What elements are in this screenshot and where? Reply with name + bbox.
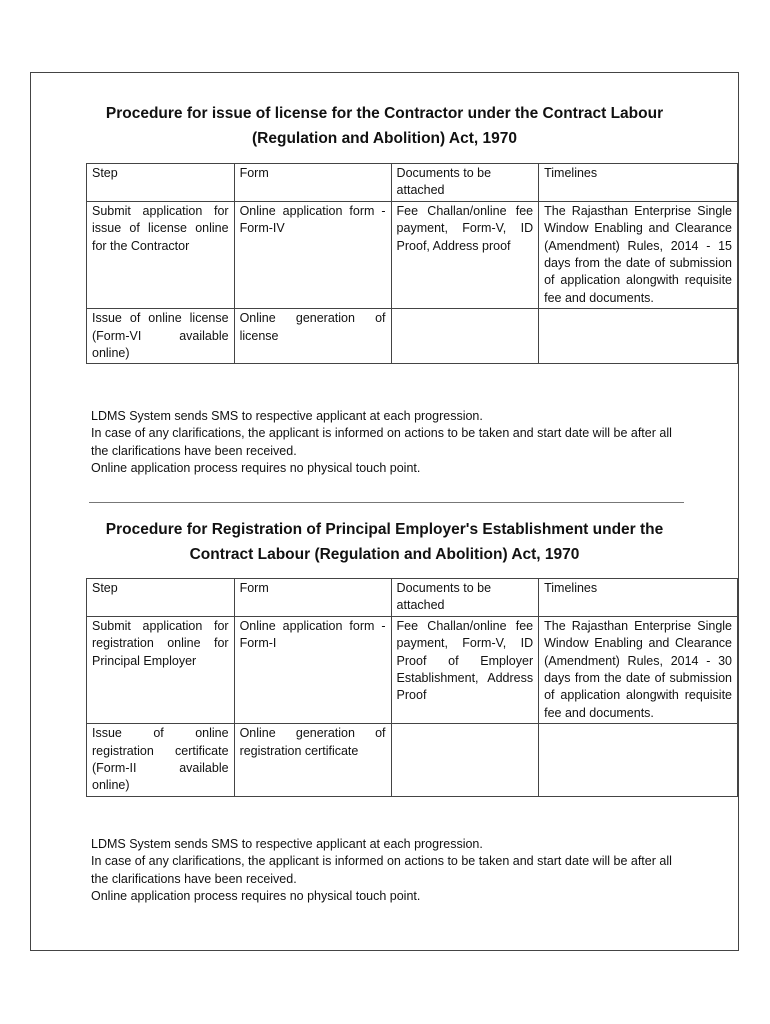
cell-documents: Fee Challan/online fee payment, Form-V, ID Proof of Employer Establishment, Address Proof xyxy=(391,616,539,723)
cell-step: Submit application for registration online for Principal Employer xyxy=(87,616,235,723)
cell-step: Issue of online registration certificate (Form-II available online) xyxy=(87,724,235,797)
cell-form: Online generation of license xyxy=(234,309,391,364)
section-title xyxy=(31,101,738,151)
title-line-1: Procedure for issue of license for the Contractor under the Contract Labour xyxy=(105,105,664,122)
cell-timelines: The Rajasthan Enterprise Single Window Enabling and Clearance (Amendment) Rules, 2014 - 15 days from the date of submission of application alongwith requisite fee and documents. xyxy=(539,201,738,308)
table-row xyxy=(87,201,738,308)
table-row xyxy=(87,309,738,364)
header-documents: Documents to be attached xyxy=(391,579,539,617)
section-notes xyxy=(91,836,691,906)
cell-documents xyxy=(391,309,539,364)
principal-employer-section xyxy=(31,517,738,567)
header-step: Step xyxy=(87,164,235,202)
table-header-row xyxy=(87,579,738,617)
note: LDMS System sends SMS to respective applicant at each progression. xyxy=(91,409,483,423)
cell-timelines xyxy=(539,309,738,364)
contractor-license-table xyxy=(86,163,738,364)
header-timelines: Timelines xyxy=(539,579,738,617)
title-line-2: (Regulation and Abolition) Act, 1970 xyxy=(252,130,517,147)
cell-timelines xyxy=(539,724,738,797)
section-divider xyxy=(89,502,684,503)
contractor-license-section xyxy=(31,101,738,151)
cell-timelines: The Rajasthan Enterprise Single Window Enabling and Clearance (Amendment) Rules, 2014 - 30 days from the date of submission of application alongwith requisite fee and documents. xyxy=(539,616,738,723)
cell-step: Submit application for issue of license online for the Contractor xyxy=(87,201,235,308)
note: In case of any clarifications, the applicant is informed on actions to be taken and start date will be after all the clarifications have been received. xyxy=(91,426,672,458)
cell-documents: Fee Challan/online fee payment, Form-V, ID Proof, Address proof xyxy=(391,201,539,308)
cell-form: Online application form - Form-IV xyxy=(234,201,391,308)
note: Online application process requires no physical touch point. xyxy=(91,461,421,476)
header-step: Step xyxy=(87,579,235,617)
cell-form: Online application form - Form-I xyxy=(234,616,391,723)
principal-employer-table xyxy=(86,578,738,797)
title-line-1: Procedure for Registration of Principal Employer's Establishment under the xyxy=(105,521,664,538)
title-line-2: Contract Labour (Regulation and Abolition) Act, 1970 xyxy=(189,546,580,563)
section-title xyxy=(31,517,738,567)
note: Online application process requires no physical touch point. xyxy=(91,889,421,904)
note: In case of any clarifications, the applicant is informed on actions to be taken and start date will be after all the clarifications have been received. xyxy=(91,854,672,886)
note: LDMS System sends SMS to respective applicant at each progression. xyxy=(91,837,483,851)
cell-step: Issue of online license (Form-VI available online) xyxy=(87,309,235,364)
header-form: Form xyxy=(234,164,391,202)
section-notes xyxy=(91,408,691,478)
header-form: Form xyxy=(234,579,391,617)
cell-documents xyxy=(391,724,539,797)
cell-form: Online generation of registration certificate xyxy=(234,724,391,797)
table-header-row xyxy=(87,164,738,202)
header-documents: Documents to be attached xyxy=(391,164,539,202)
table-row xyxy=(87,724,738,797)
table-row xyxy=(87,616,738,723)
document-page xyxy=(30,72,739,951)
header-timelines: Timelines xyxy=(539,164,738,202)
